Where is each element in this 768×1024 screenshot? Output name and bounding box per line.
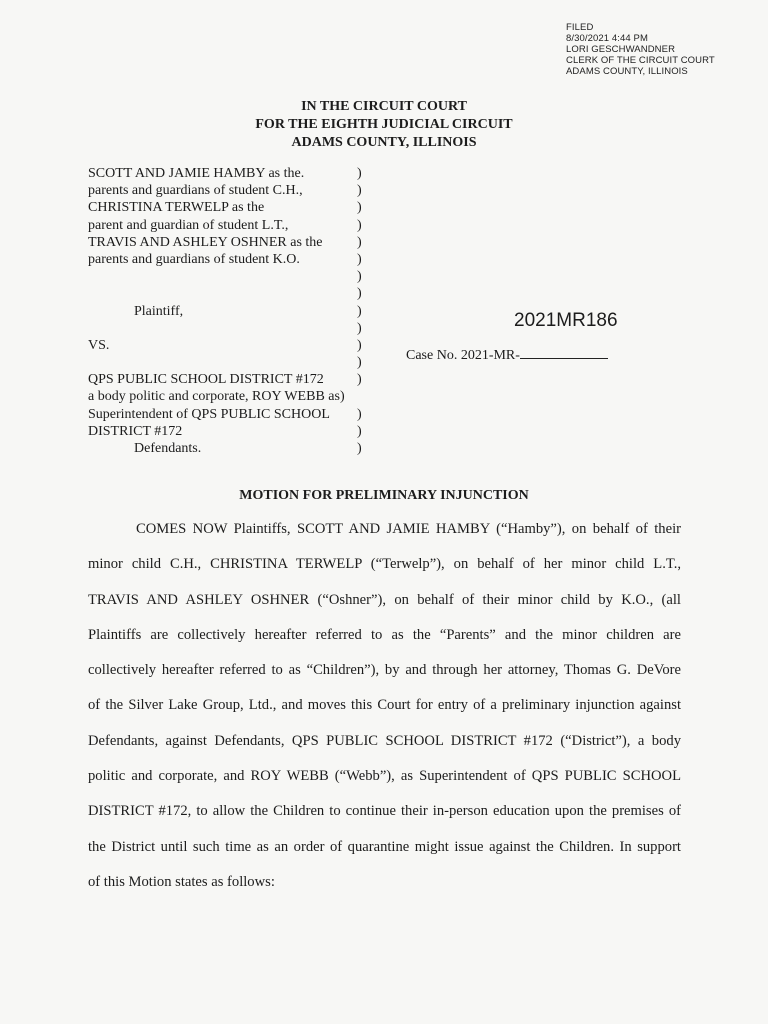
- body-line: the District until such time as an order of quarantine might issue against the Children. In support: [88, 838, 681, 855]
- court-header-line: IN THE CIRCUIT COURT: [301, 99, 467, 114]
- filing-stamp-line: CLERK OF THE CIRCUIT COURT: [566, 55, 715, 66]
- body-line: DISTRICT #172, to allow the Children to continue their in-person education upon the premises of: [88, 803, 681, 820]
- caption-parenthesis-column: [357, 165, 362, 457]
- plaintiff-line: TRAVIS AND ASHLEY OSHNER as the: [88, 234, 323, 250]
- filing-stamp: [566, 22, 715, 77]
- body-line: of the Silver Lake Group, Ltd., and moves this Court for entry of a preliminary injunction against: [88, 697, 681, 714]
- caption-paren-empty: [357, 388, 362, 405]
- caption-paren: ): [357, 355, 362, 371]
- defendant-line: a body politic and corporate, ROY WEBB as): [88, 389, 345, 405]
- body-line: COMES NOW Plaintiffs, SCOTT AND JAMIE HAMBY (“Hamby”), on behalf of their: [136, 521, 681, 537]
- caption-paren: ): [357, 423, 362, 439]
- plaintiff-line: parents and guardians of student K.O.: [88, 251, 300, 267]
- caption-paren: ): [357, 372, 362, 388]
- caption-paren: ): [357, 217, 362, 233]
- case-caption-parties: [88, 165, 368, 457]
- spacer: [88, 285, 368, 302]
- filing-stamp-line: LORI GESCHWANDNER: [566, 44, 676, 55]
- caption-paren: ): [357, 269, 362, 285]
- versus-label: VS.: [88, 337, 110, 353]
- court-header-line: ADAMS COUNTY, ILLINOIS: [291, 135, 477, 150]
- body-line: TRAVIS AND ASHLEY OSHNER (“Oshner”), on behalf of their minor child by K.O., (all: [88, 591, 681, 608]
- caption-paren: ): [357, 441, 362, 456]
- defendant-line: DISTRICT #172: [88, 423, 183, 439]
- caption-paren: ): [357, 234, 362, 250]
- defendant-line: QPS PUBLIC SCHOOL DISTRICT #172: [88, 372, 324, 388]
- plaintiff-line: parents and guardians of student C.H.,: [88, 183, 303, 199]
- motion-title: MOTION FOR PRELIMINARY INJUNCTION: [239, 488, 529, 503]
- spacer: [88, 320, 368, 337]
- caption-paren: ): [357, 183, 362, 199]
- caption-paren: ): [357, 251, 362, 267]
- case-no-field: [406, 346, 608, 364]
- defendants-label: Defendants.: [134, 441, 202, 456]
- court-header-line: FOR THE EIGHTH JUDICIAL CIRCUIT: [255, 117, 513, 132]
- body-line: politic and corporate, and ROY WEBB (“Webb”), as Superintendent of QPS PUBLIC SCHOOL: [88, 768, 681, 785]
- case-no-label: Case No. 2021-MR-: [406, 348, 520, 363]
- plaintiff-line: SCOTT AND JAMIE HAMBY as the.: [88, 166, 305, 181]
- caption-paren: ): [357, 320, 362, 336]
- plaintiff-line: CHRISTINA TERWELP as the: [88, 200, 265, 216]
- case-number-stamp: 2021MR186: [514, 310, 618, 331]
- caption-paren: ): [357, 406, 362, 422]
- filing-stamp-line: 8/30/2021 4:44 PM: [566, 33, 648, 44]
- body-line: minor child C.H., CHRISTINA TERWELP (“Terwelp”), on behalf of her minor child L.T.,: [88, 556, 681, 573]
- court-header: [0, 98, 768, 152]
- plaintiff-line: parent and guardian of student L.T.,: [88, 217, 289, 233]
- case-no-blank: [520, 346, 608, 359]
- caption-paren: ): [357, 166, 362, 181]
- body-line: Defendants, against Defendants, QPS PUBLIC SCHOOL DISTRICT #172 (“District”), a body: [88, 732, 681, 749]
- motion-body: [88, 517, 681, 905]
- body-line: of this Motion states as follows:: [88, 873, 275, 890]
- plaintiff-label: Plaintiff,: [134, 303, 184, 319]
- body-line: Plaintiffs are collectively hereafter referred to as the “Parents” and the minor children are: [88, 626, 681, 643]
- caption-paren: ): [357, 200, 362, 216]
- filing-stamp-line: ADAMS COUNTY, ILLINOIS: [566, 66, 688, 77]
- body-line: collectively hereafter referred to as “Children”), by and through her attorney, Thomas G. DeVore: [88, 662, 681, 679]
- caption-paren: ): [357, 286, 362, 302]
- defendant-line: Superintendent of QPS PUBLIC SCHOOL: [88, 406, 330, 422]
- spacer: [88, 268, 368, 285]
- caption-paren: ): [357, 303, 362, 319]
- spacer: [88, 354, 368, 371]
- filing-stamp-line: FILED: [566, 22, 594, 33]
- caption-paren: ): [357, 337, 362, 353]
